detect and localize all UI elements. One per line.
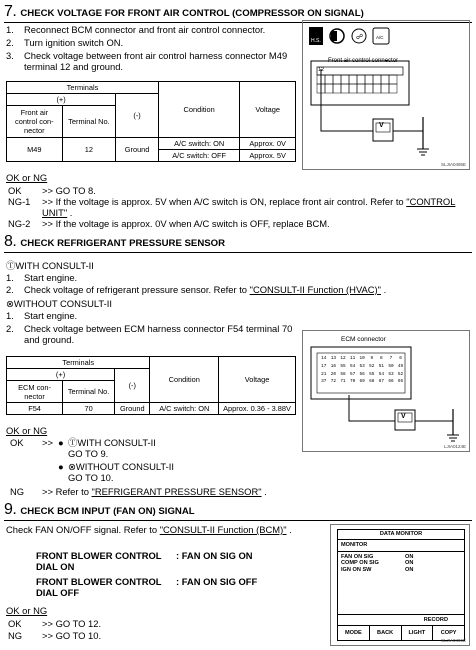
arrow: >> — [42, 486, 53, 497]
pin-number: 68 — [369, 379, 375, 385]
arrow: >> — [42, 196, 53, 207]
pin-number: 17 — [321, 363, 327, 369]
monitor-header: MONITOR — [338, 540, 464, 552]
svg-text:☍: ☍ — [356, 34, 364, 41]
pin-number: 49 — [397, 363, 404, 369]
intro-text: Check FAN ON/OFF signal. Refer to — [6, 524, 160, 535]
refrigerant-pressure-sensor-link[interactable]: "REFRIGERANT PRESSURE SENSOR" — [91, 486, 262, 497]
blower-off-value: : FAN ON SIG OFF — [176, 576, 258, 587]
terminal-no-header: Terminal No. — [63, 381, 115, 403]
option-label: WITH CONSULT-II — [77, 437, 156, 448]
pin-grid — [319, 355, 405, 386]
pin-number: 16 — [330, 363, 337, 369]
monitor-value: ON — [405, 567, 414, 574]
blower-on-label: FRONT BLOWER CONTROL DIAL ON — [36, 550, 162, 573]
consult-hvac-link[interactable]: "CONSULT-II Function (HVAC)" — [249, 284, 381, 295]
connector-header: ECM con-nector — [7, 381, 63, 403]
pin-number: 12 — [340, 356, 346, 361]
pin-number: 51 — [378, 363, 384, 369]
voltmeter-label: V — [379, 122, 384, 129]
section-title: CHECK REFRIGERANT PRESSURE SENSOR — [20, 238, 226, 249]
option-label: WITHOUT CONSULT-II — [75, 461, 174, 472]
terminals-header: Terminals — [7, 82, 159, 94]
pin-number: 6 — [399, 356, 402, 361]
step-number: 3. — [6, 50, 14, 61]
terminal-cell: 70 — [63, 403, 115, 415]
pin-row — [319, 371, 405, 379]
pin-number: 13 — [330, 356, 337, 361]
ok-label: OK — [10, 437, 24, 448]
ng-label: NG — [10, 486, 25, 497]
step-text: Check voltage between front air control harness connector M49 terminal 12 and ground. — [24, 50, 288, 73]
ok-option-1 — [68, 437, 156, 448]
pin-number: 50 — [388, 363, 394, 369]
ok-option-2-go: GO TO 10. — [68, 472, 114, 483]
pin-row — [319, 363, 405, 371]
result-key: NG-1 — [8, 196, 31, 207]
step-number: 1. — [6, 272, 14, 283]
arrow: >> — [42, 630, 53, 641]
control-unit-link[interactable]: "CONTROL UNIT" — [42, 196, 456, 219]
connector-cell: F54 — [7, 403, 63, 415]
step-text: Start engine. — [24, 272, 78, 283]
front-air-control-diagram — [302, 20, 470, 170]
step-number: 2. — [6, 323, 14, 334]
connector-header: Front air control con-nector — [7, 106, 63, 138]
pin-row — [319, 378, 405, 386]
result-text: GO TO 10. — [55, 630, 102, 641]
blower-on-value: : FAN ON SIG ON — [176, 550, 253, 561]
step-text: Start engine. — [24, 310, 78, 321]
result-text: If the voltage is approx. 5V when A/C switch is ON, replace front air control. Refer to — [55, 196, 407, 207]
voltage-cell: Approx. 0V — [240, 138, 296, 150]
punct: . — [286, 524, 292, 535]
arrow: >> — [42, 437, 53, 448]
with-consult-label: WITH CONSULT-II — [15, 260, 94, 271]
pin-number: 20 — [330, 371, 337, 377]
result-text: Refer to — [55, 486, 92, 497]
no-consult-icon: ⊗ — [6, 298, 14, 309]
result-key: OK — [8, 185, 22, 196]
step-number: 2. — [6, 284, 14, 295]
monitor-frame — [337, 529, 465, 641]
voltage-header: Voltage — [240, 82, 296, 138]
no-consult-icon: ⊗ — [68, 461, 76, 472]
pin-number: 7 — [389, 356, 393, 361]
pin-number: 69 — [359, 379, 365, 385]
pin-number: 53 — [359, 363, 365, 369]
result-ng-2 — [8, 218, 468, 229]
result-text: GO TO 8. — [55, 185, 96, 196]
pin-number: 56 — [359, 371, 365, 377]
connector-label: ECM connector — [341, 336, 386, 343]
pin-number: 10 — [359, 356, 365, 361]
step-3 — [6, 50, 296, 73]
pin-number: 8 — [380, 356, 383, 361]
ecm-wiring-icon — [303, 331, 471, 453]
terminal-table-8 — [6, 356, 296, 415]
figure-id: SLJIA0496E — [440, 637, 466, 643]
pin-number: 52 — [369, 363, 375, 369]
result-text: If the voltage is approx. 0V when A/C switch is OFF, replace BCM. — [55, 218, 330, 229]
monitor-row — [341, 560, 461, 567]
pin-number: 52 — [397, 371, 404, 377]
pin-number: 71 — [340, 379, 346, 385]
pin-number: 37 — [321, 379, 327, 385]
result-ng-1 — [8, 196, 468, 219]
consult-icon: Ⓣ — [68, 437, 78, 448]
pin-number: 53 — [388, 371, 394, 377]
section-title: CHECK VOLTAGE FOR FRONT AIR CONTROL (COMPRESSOR ON SIGNAL) — [20, 8, 364, 19]
ground-cell: Ground — [115, 403, 150, 415]
condition-header: Condition — [150, 357, 219, 403]
mode-button[interactable]: MODE — [338, 626, 370, 641]
svg-text:A/C: A/C — [376, 35, 384, 40]
step-number: 2. — [6, 37, 14, 48]
punct: . — [67, 207, 73, 219]
step-number: 1. — [6, 310, 14, 321]
bullet: ● — [58, 437, 64, 448]
record-button[interactable]: RECORD — [338, 614, 464, 625]
condition-cell: A/C switch: OFF — [158, 150, 239, 162]
section-number: 8. — [4, 233, 17, 250]
section-number: 7. — [4, 3, 17, 20]
pin-number: 65 — [397, 379, 404, 385]
arrow: >> — [42, 218, 53, 229]
punct: . — [261, 486, 267, 497]
arrow: >> — [42, 185, 53, 196]
ok-option-1-go: GO TO 9. — [68, 448, 109, 459]
consult-icon: Ⓣ — [6, 260, 16, 271]
pin-number: 21 — [321, 371, 327, 377]
pin-number: 55 — [340, 363, 346, 369]
plus-header: (+) — [7, 94, 116, 106]
with-step-1 — [6, 272, 296, 283]
monitor-item: FAN ON SIG — [341, 553, 374, 560]
pin-number: 70 — [349, 379, 356, 385]
ok-or-ng-heading: OK or NG — [6, 172, 48, 183]
section-9-intro — [6, 524, 296, 535]
arrow: >> — [42, 618, 53, 629]
pin-number: 57 — [349, 371, 356, 377]
section-number: 9. — [4, 501, 17, 518]
pin-row — [319, 355, 405, 363]
without-step-1 — [6, 310, 296, 321]
step-number: 1. — [6, 24, 14, 35]
voltage-cell: Approx. 0.36 - 3.88V — [219, 403, 296, 415]
svg-text:H.S.: H.S. — [311, 38, 321, 44]
monitor-row — [341, 567, 461, 574]
terminal-table-7 — [6, 81, 296, 162]
figure-id: SLJIA0495E — [440, 161, 466, 167]
section-9-heading — [4, 500, 472, 521]
connector-cell: M49 — [7, 138, 63, 162]
blower-off-label: FRONT BLOWER CONTROL DIAL OFF — [36, 576, 162, 599]
result-key: OK — [8, 618, 22, 629]
monitor-title: DATA MONITOR — [338, 530, 464, 540]
pin-number: 72 — [330, 379, 337, 385]
copy-button[interactable]: COPY — [440, 630, 457, 636]
monitor-item: IGN ON SW — [341, 567, 372, 574]
step-text: Check voltage between ECM harness connector F54 terminal 70 and ground. — [24, 323, 293, 346]
condition-cell: A/C switch: ON — [158, 138, 239, 150]
ecm-connector-diagram — [302, 330, 470, 452]
pin-number: 66 — [388, 379, 394, 385]
figure-id: LJIA0124E — [443, 443, 466, 449]
pin-number: 54 — [349, 363, 356, 369]
result-key: NG — [8, 630, 23, 641]
pin-number: 54 — [378, 371, 384, 377]
terminal-no-header: Terminal No. — [62, 106, 116, 138]
terminals-header: Terminals — [7, 357, 150, 369]
pin-number: 58 — [340, 371, 346, 377]
data-monitor-screen — [330, 524, 470, 646]
ng-result — [42, 486, 267, 497]
result-ok — [8, 185, 468, 196]
with-consult-heading — [6, 260, 94, 271]
connector-label: Front air control connector — [328, 58, 399, 64]
ground-cell: Ground — [116, 138, 159, 162]
section-8-heading — [4, 232, 472, 253]
pin-number: 11 — [349, 356, 356, 361]
pin-number: 55 — [369, 371, 375, 377]
ok-or-ng-heading: OK or NG — [6, 425, 48, 436]
monitor-item: COMP ON SIG — [341, 560, 379, 567]
step-text: Reconnect BCM connector and front air control connector. — [24, 24, 266, 35]
ok-or-ng-heading: OK or NG — [6, 605, 48, 616]
terminal-cell: 12 — [62, 138, 116, 162]
monitor-value: ON — [405, 560, 414, 567]
punct: . — [380, 284, 387, 295]
minus-header: (-) — [116, 94, 159, 138]
without-consult-heading — [6, 298, 112, 309]
voltage-cell: Approx. 5V — [240, 150, 296, 162]
result-key: NG-2 — [8, 218, 31, 229]
step-text: Check voltage of refrigerant pressure sensor. Refer to — [24, 284, 250, 295]
step-1 — [6, 24, 296, 35]
with-step-2 — [6, 284, 466, 295]
pin-number: 9 — [370, 356, 374, 361]
bullet: ● — [58, 461, 64, 472]
step-2 — [6, 37, 296, 48]
without-step-2 — [6, 323, 296, 346]
pin-label: 12 — [318, 67, 325, 73]
monitor-rows — [338, 552, 464, 576]
voltage-header: Voltage — [219, 357, 296, 403]
voltmeter-label: V — [401, 413, 406, 420]
minus-header: (-) — [115, 369, 150, 403]
pin-number: 67 — [378, 379, 384, 385]
ok-option-2 — [68, 461, 174, 472]
pin-number: 14 — [321, 356, 327, 361]
section-title: CHECK BCM INPUT (FAN ON) SIGNAL — [20, 506, 195, 517]
light-button[interactable]: LIGHT — [402, 626, 434, 641]
plus-header: (+) — [7, 369, 115, 381]
condition-header: Condition — [158, 82, 239, 138]
back-button[interactable]: BACK — [370, 626, 402, 641]
step-text: Turn ignition switch ON. — [24, 37, 124, 48]
monitor-row — [341, 554, 461, 561]
condition-cell: A/C switch: ON — [150, 403, 219, 415]
result-text: GO TO 12. — [55, 618, 102, 629]
consult-bcm-link[interactable]: "CONSULT-II Function (BCM)" — [159, 524, 287, 535]
without-consult-label: WITHOUT CONSULT-II — [13, 298, 112, 309]
wiring-diagram-icon — [303, 21, 471, 171]
monitor-value: ON — [405, 553, 414, 560]
